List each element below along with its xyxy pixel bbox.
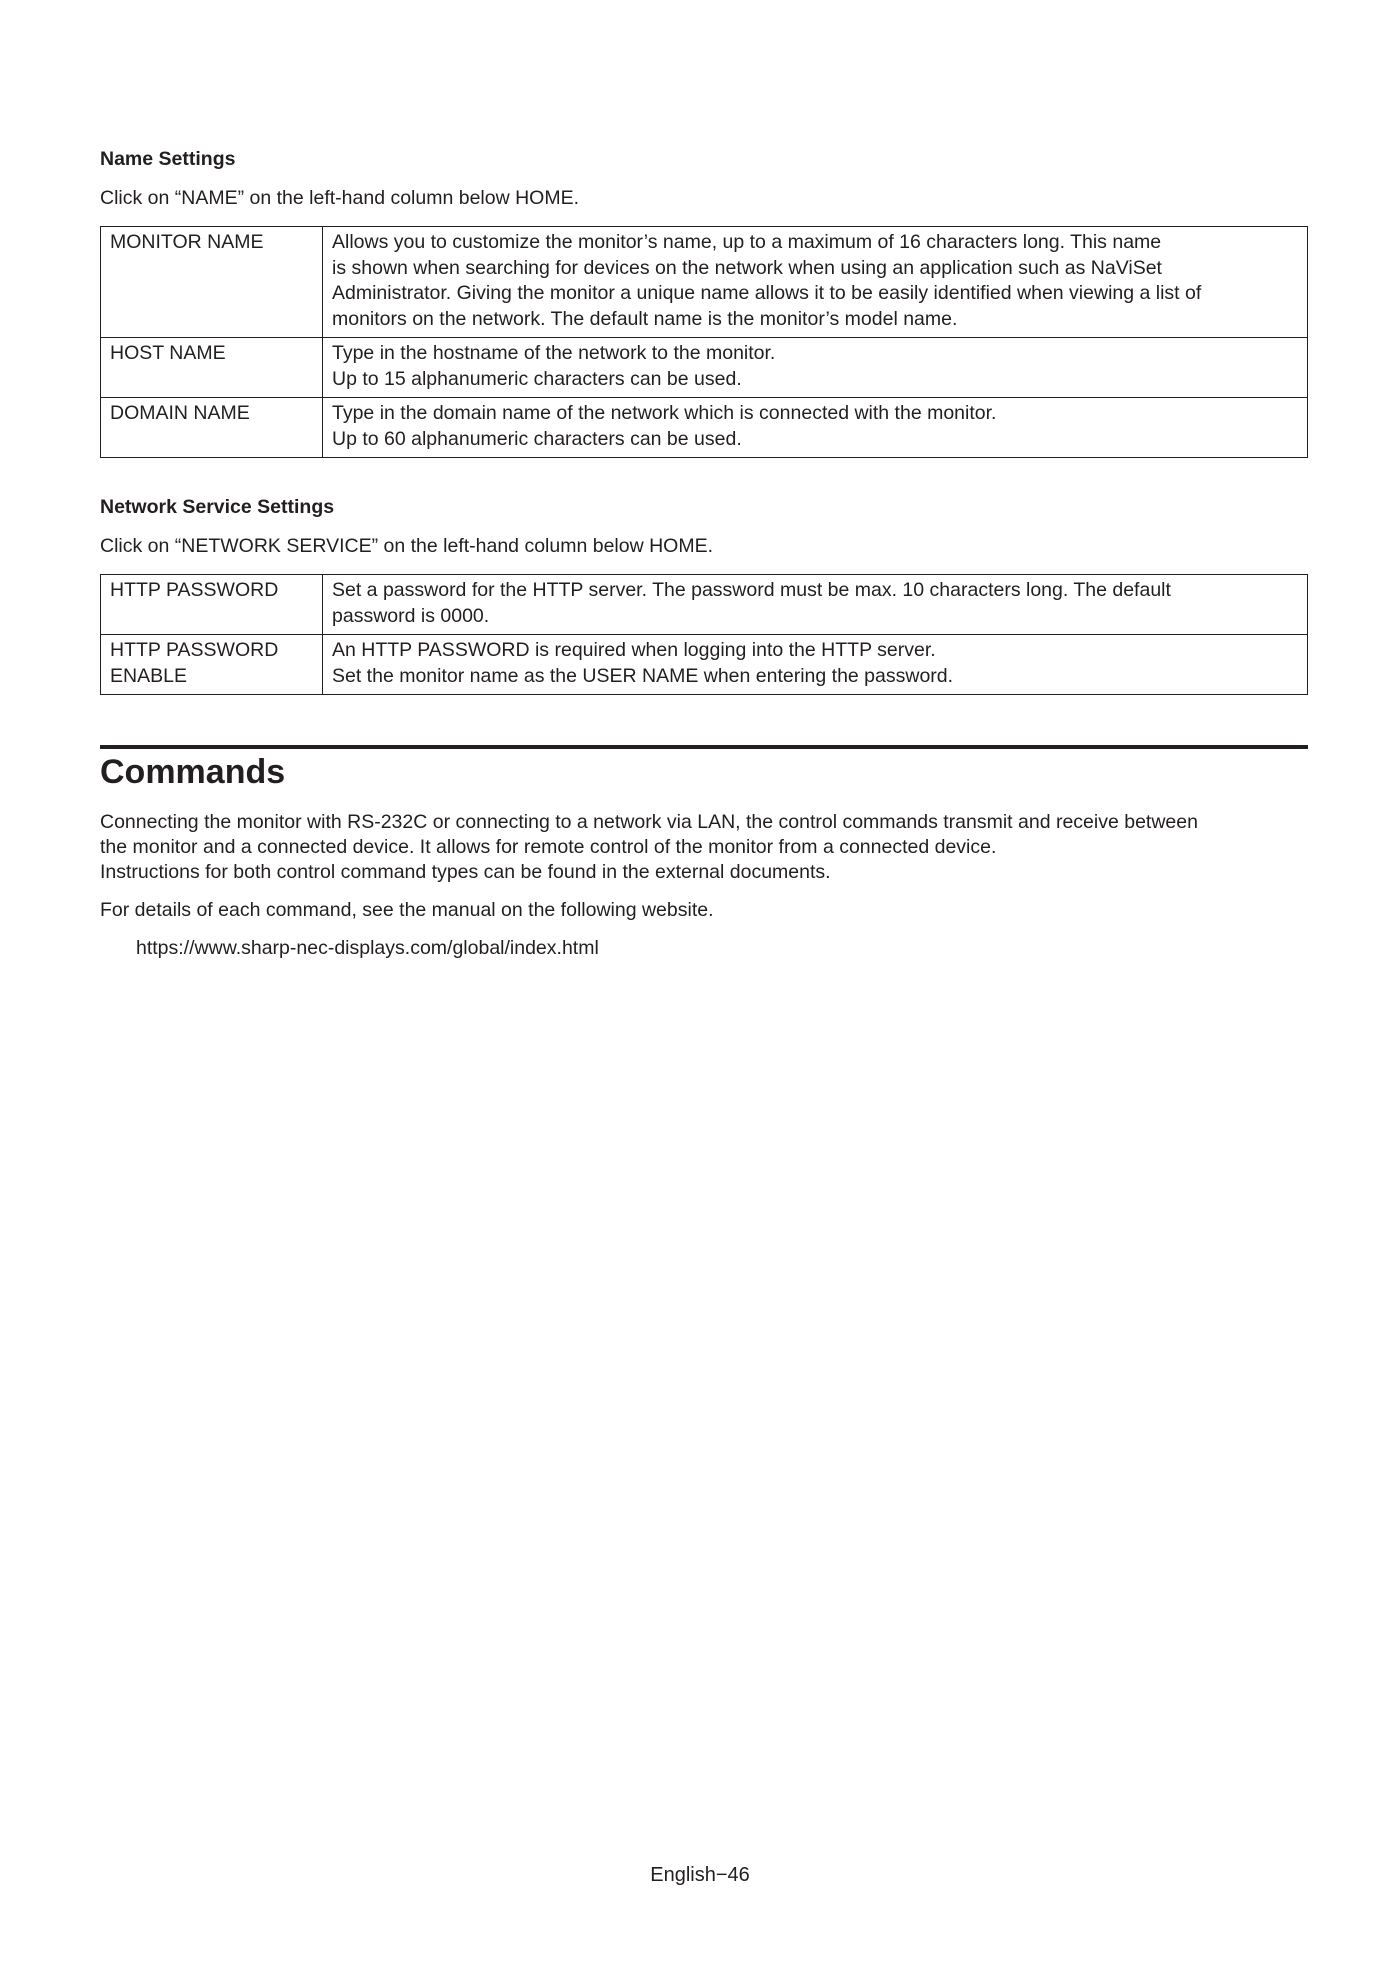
description-line: Up to 15 alphanumeric characters can be used. <box>332 367 742 390</box>
description-line: Set the monitor name as the USER NAME when entering the password. <box>332 664 954 687</box>
table-row <box>101 227 1308 338</box>
page-number: English−46 <box>650 1864 750 1886</box>
description-line: Type in the hostname of the network to the monitor. <box>332 342 776 364</box>
paragraph-line: Instructions for both control command types can be found in the external documents. <box>100 861 831 883</box>
name-settings-table <box>100 226 1308 458</box>
row-description <box>323 575 1308 635</box>
paragraph-line: Connecting the monitor with RS-232C or connecting to a network via LAN, the control commands transmit and receive between <box>100 811 1198 833</box>
description-line: Type in the domain name of the network which is connected with the monitor. <box>332 402 997 424</box>
commands-details: For details of each command, see the manual on the following website. <box>100 899 714 921</box>
row-description <box>323 338 1308 398</box>
description-line: Allows you to customize the monitor’s name, up to a maximum of 16 characters long. This name <box>332 231 1162 253</box>
key-line: HTTP PASSWORD <box>110 639 279 661</box>
row-key: MONITOR NAME <box>101 227 323 338</box>
key-line: ENABLE <box>110 664 187 687</box>
row-key <box>101 635 323 695</box>
network-service-intro: Click on “NETWORK SERVICE” on the left-hand column below HOME. <box>100 535 714 557</box>
name-settings-heading: Name Settings <box>100 148 236 170</box>
row-description <box>323 635 1308 695</box>
paragraph-line: the monitor and a connected device. It allows for remote control of the monitor from a connected device. <box>100 836 997 858</box>
row-key: DOMAIN NAME <box>101 398 323 458</box>
row-key <box>101 575 323 635</box>
description-line: An HTTP PASSWORD is required when logging into the HTTP server. <box>332 639 936 661</box>
table-row <box>101 575 1308 635</box>
row-description <box>323 227 1308 338</box>
description-line: Administrator. Giving the monitor a unique name allows it to be easily identified when viewing a list of <box>332 282 1202 304</box>
page-content <box>100 0 1308 961</box>
network-service-table <box>100 574 1308 695</box>
row-key: HOST NAME <box>101 338 323 398</box>
key-line: HTTP PASSWORD <box>110 579 279 601</box>
table-row <box>101 338 1308 398</box>
description-line: Up to 60 alphanumeric characters can be used. <box>332 427 742 450</box>
row-description <box>323 398 1308 458</box>
section-title: Commands <box>100 753 286 791</box>
commands-paragraph <box>100 810 1308 885</box>
website-link[interactable]: https://www.sharp-nec-displays.com/global/index.html <box>136 937 599 959</box>
description-line: password is 0000. <box>332 604 490 627</box>
description-line: monitors on the network. The default name is the monitor’s model name. <box>332 307 958 330</box>
network-service-heading: Network Service Settings <box>100 496 335 518</box>
description-line: is shown when searching for devices on the network when using an application such as NaViSet <box>332 256 1162 279</box>
table-row <box>101 635 1308 695</box>
description-line: Set a password for the HTTP server. The password must be max. 10 characters long. The default <box>332 579 1171 601</box>
table-row <box>101 398 1308 458</box>
name-settings-intro: Click on “NAME” on the left-hand column below HOME. <box>100 187 580 209</box>
